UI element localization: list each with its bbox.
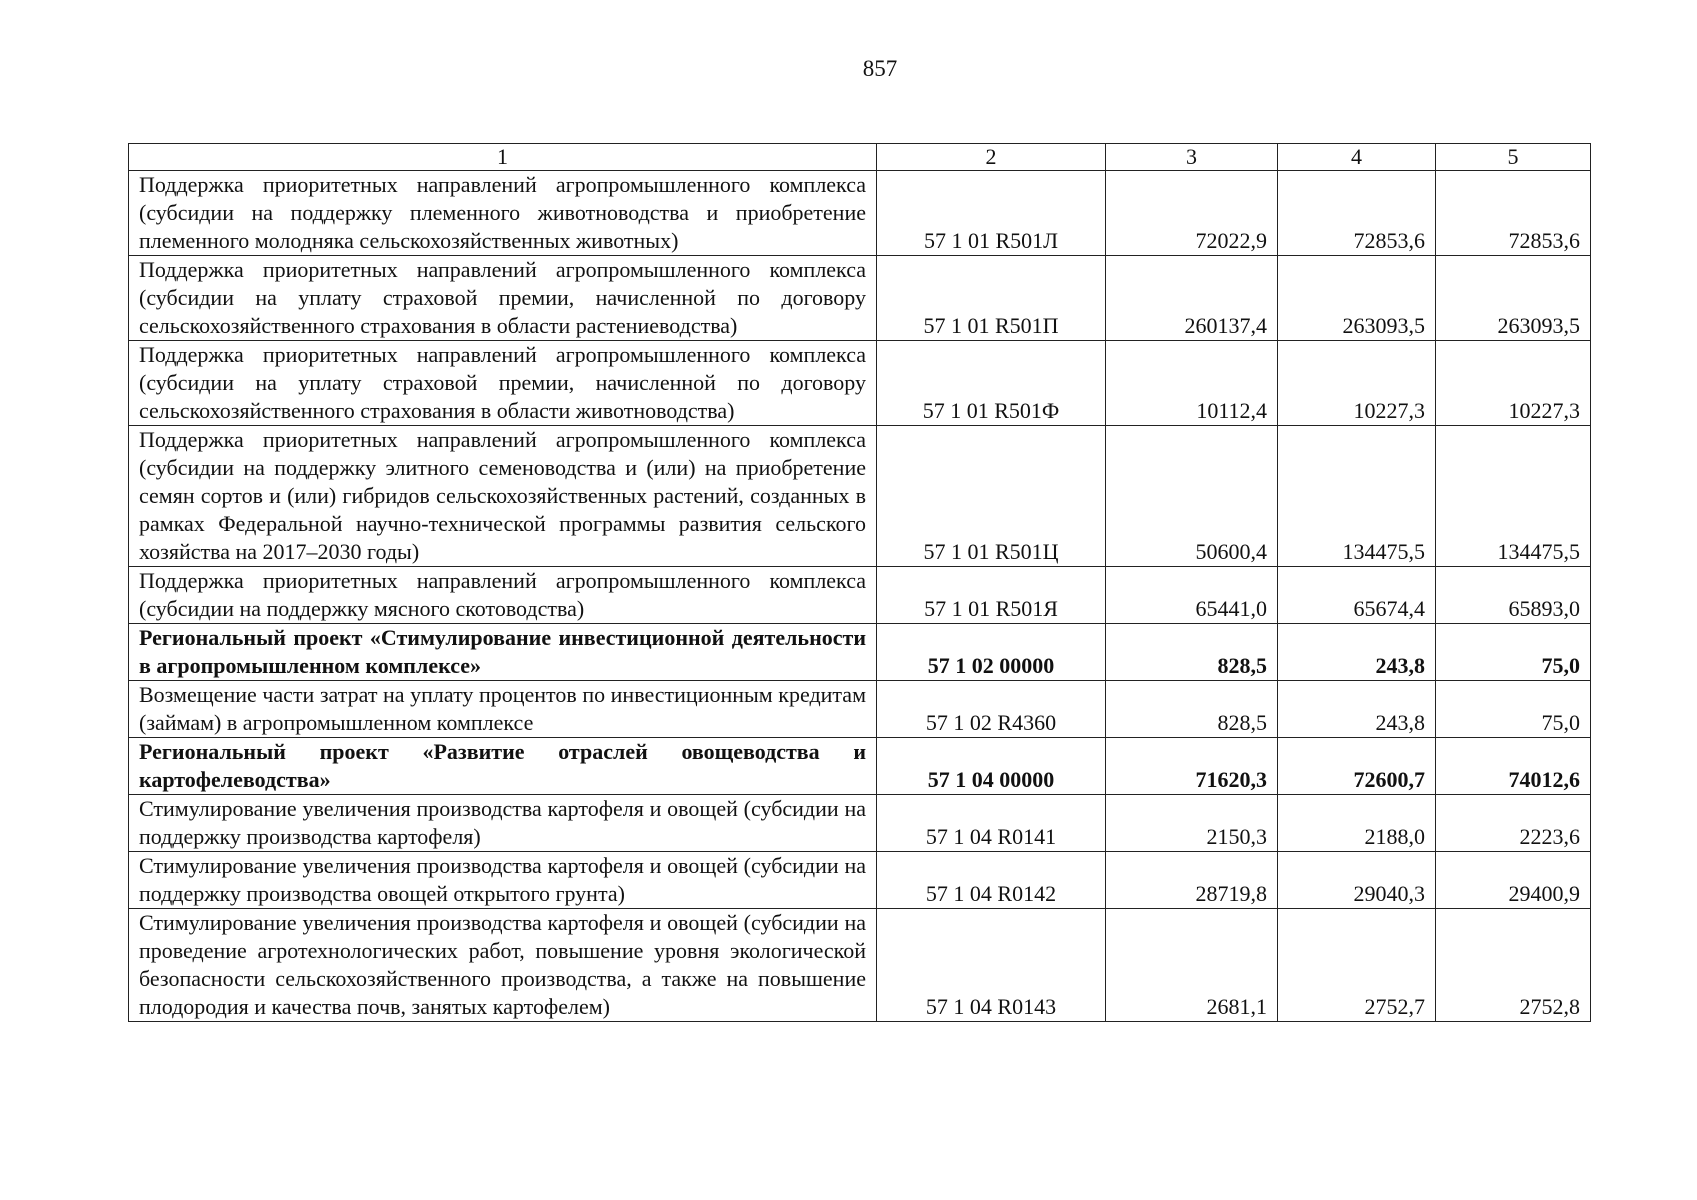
column-header: 5 [1436,144,1591,171]
row-description: Возмещение части затрат на уплату процентов по инвестиционным кредитам (займам) в агропромышленном комплексе [129,681,877,738]
row-value-col5: 75,0 [1436,681,1591,738]
table-row [129,795,1591,852]
row-value-col5: 65893,0 [1436,567,1591,624]
row-value-col4: 134475,5 [1278,426,1436,567]
row-value-col4: 243,8 [1278,681,1436,738]
table-row [129,681,1591,738]
table-row [129,341,1591,426]
row-value-col3: 28719,8 [1106,852,1278,909]
row-value-col5: 75,0 [1436,624,1591,681]
row-value-col4: 10227,3 [1278,341,1436,426]
row-value-col3: 50600,4 [1106,426,1278,567]
row-description: Стимулирование увеличения производства картофеля и овощей (субсидии на поддержку производства овощей открытого грунта) [129,852,877,909]
table-body [129,144,1591,1022]
row-description: Стимулирование увеличения производства картофеля и овощей (субсидии на проведение агротехнологических работ, повышение уровня экологической безопасности сельскохозяйственного производства, а также на повышение плодородия и качества почв, занятых картофелем) [129,909,877,1022]
row-code: 57 1 02 R4360 [877,681,1106,738]
page-number: 857 [862,56,898,81]
row-code: 57 1 04 R0141 [877,795,1106,852]
row-value-col3: 71620,3 [1106,738,1278,795]
row-value-col5: 72853,6 [1436,171,1591,256]
row-description: Региональный проект «Развитие отраслей овощеводства и картофелеводства» [129,738,877,795]
row-code: 57 1 01 R501Ф [877,341,1106,426]
row-value-col3: 72022,9 [1106,171,1278,256]
row-description: Поддержка приоритетных направлений агропромышленного комплекса (субсидии на поддержку мясного скотоводства) [129,567,877,624]
row-value-col4: 2752,7 [1278,909,1436,1022]
row-value-col4: 29040,3 [1278,852,1436,909]
column-header: 4 [1278,144,1436,171]
row-description: Стимулирование увеличения производства картофеля и овощей (субсидии на поддержку производства картофеля) [129,795,877,852]
row-description: Региональный проект «Стимулирование инвестиционной деятельности в агропромышленном комплексе» [129,624,877,681]
row-value-col3: 260137,4 [1106,256,1278,341]
column-header: 2 [877,144,1106,171]
row-code: 57 1 01 R501Я [877,567,1106,624]
row-code: 57 1 04 00000 [877,738,1106,795]
table-row [129,624,1591,681]
row-value-col3: 828,5 [1106,624,1278,681]
row-code: 57 1 02 00000 [877,624,1106,681]
row-value-col5: 10227,3 [1436,341,1591,426]
row-value-col4: 2188,0 [1278,795,1436,852]
header-row [129,144,1591,171]
budget-table [128,143,1591,1022]
row-value-col3: 828,5 [1106,681,1278,738]
row-value-col4: 65674,4 [1278,567,1436,624]
row-value-col5: 2752,8 [1436,909,1591,1022]
table-row [129,852,1591,909]
row-description: Поддержка приоритетных направлений агропромышленного комплекса (субсидии на уплату страховой премии, начисленной по договору сельскохозяйственного страхования в области животноводства) [129,341,877,426]
row-code: 57 1 01 R501Ц [877,426,1106,567]
table-row [129,567,1591,624]
column-header: 3 [1106,144,1278,171]
row-value-col4: 263093,5 [1278,256,1436,341]
table-row [129,256,1591,341]
row-value-col5: 134475,5 [1436,426,1591,567]
row-description: Поддержка приоритетных направлений агропромышленного комплекса (субсидии на поддержку племенного животноводства и приобретение племенного молодняка сельскохозяйственных животных) [129,171,877,256]
table-row [129,738,1591,795]
row-value-col3: 2150,3 [1106,795,1278,852]
row-code: 57 1 01 R501Л [877,171,1106,256]
column-header: 1 [129,144,877,171]
table-row [129,171,1591,256]
row-description: Поддержка приоритетных направлений агропромышленного комплекса (субсидии на уплату страховой премии, начисленной по договору сельскохозяйственного страхования в области растениеводства) [129,256,877,341]
row-code: 57 1 04 R0142 [877,852,1106,909]
row-value-col4: 72600,7 [1278,738,1436,795]
row-code: 57 1 04 R0143 [877,909,1106,1022]
row-code: 57 1 01 R501П [877,256,1106,341]
row-value-col3: 65441,0 [1106,567,1278,624]
row-value-col5: 263093,5 [1436,256,1591,341]
row-value-col5: 74012,6 [1436,738,1591,795]
row-value-col3: 10112,4 [1106,341,1278,426]
row-description: Поддержка приоритетных направлений агропромышленного комплекса (субсидии на поддержку элитного семеноводства и (или) на приобретение семян сортов и (или) гибридов сельскохозяйственных растений, созданных в рамках Федеральной научно-технической программы развития сельского хозяйства на 2017–2030 годы) [129,426,877,567]
row-value-col3: 2681,1 [1106,909,1278,1022]
row-value-col4: 243,8 [1278,624,1436,681]
row-value-col5: 29400,9 [1436,852,1591,909]
table-row [129,426,1591,567]
row-value-col4: 72853,6 [1278,171,1436,256]
row-value-col5: 2223,6 [1436,795,1591,852]
table-row [129,909,1591,1022]
